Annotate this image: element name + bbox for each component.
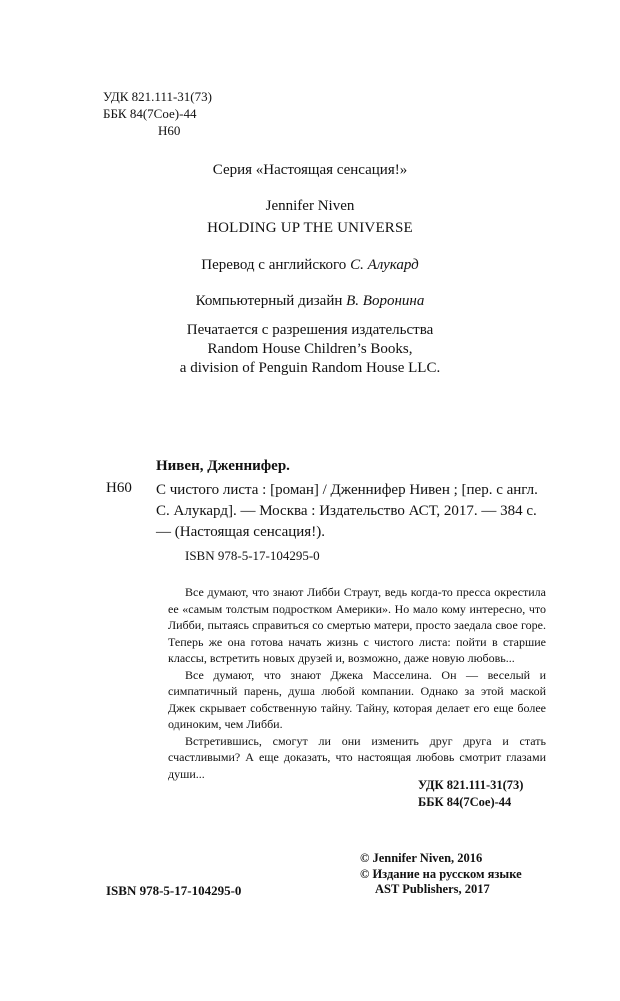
author-mark: Н60 <box>158 123 181 138</box>
annotation-paragraph: Встретившись, смогут ли они изменить друг друга и стать счастливыми? А еще доказать, что настоящая любовь смотрит глазами души... <box>168 733 546 781</box>
udk-bottom: УДК 821.111-31(73) <box>418 778 524 792</box>
copyright-block <box>360 851 522 898</box>
isbn-bottom: ISBN 978-5-17-104295-0 <box>106 883 242 898</box>
bbk-code: ББК 84(7Сое)-44 <box>103 106 197 121</box>
catalog-author: Нивен, Дженнифер. <box>156 458 290 474</box>
bbk-bottom: ББК 84(7Сое)-44 <box>418 795 512 809</box>
series-name: Серия «Настоящая сенсация!» <box>212 162 408 178</box>
translation-label: Перевод с английского <box>201 257 351 273</box>
permission-line: a division of Penguin Random House LLC. <box>179 360 441 376</box>
annotation <box>168 584 546 782</box>
permission-notice <box>0 321 620 378</box>
design-credit <box>0 293 620 310</box>
copyright-line: © Jennifer Niven, 2016 <box>360 851 483 865</box>
copyright-line: AST Publishers, 2017 <box>375 882 490 896</box>
catalog-description: С чистого листа : [роман] / Дженнифер Нивен ; [пер. с англ. С. Алукард]. — Москва : Издательство АСТ, 2017. — 384 с. — (Настоящая сенсация!). <box>156 482 538 540</box>
annotation-paragraph: Все думают, что знают Либби Страут, ведь когда-то пресса окрестила ее «самым толстым подростком Америки». Но мало кому интересно, что Либби, пытаясь справиться со смертью матери, просто заедала свое горе. Теперь же она готова начать жизнь с чистого листа: пойти в старшие классы, встретить новых друзей и, возможно, даже новую любовь... <box>168 585 546 665</box>
copyright-line: © Издание на русском языке <box>360 866 522 881</box>
original-author: Jennifer Niven <box>265 198 355 214</box>
permission-line: Random House Children’s Books, <box>207 341 413 357</box>
design-label: Компьютерный дизайн <box>195 293 347 309</box>
designer-name: В. Воронина <box>346 293 425 309</box>
translator-name: С. Алукард <box>350 257 419 273</box>
catalog-code: Н60 <box>106 480 132 496</box>
catalog-isbn: ISBN 978-5-17-104295-0 <box>185 548 320 563</box>
udk-code: УДК 821.111-31(73) <box>103 89 212 104</box>
permission-line: Печатается с разрешения издательства <box>186 322 434 338</box>
bottom-classification <box>418 777 523 811</box>
translation-credit <box>0 257 620 274</box>
original-title: HOLDING UP THE UNIVERSE <box>207 220 413 236</box>
annotation-paragraph: Все думают, что знают Джека Масселина. Он — веселый и симпатичный парень, душа любой компании. Однако за этой маской Джек скрывает собственную тайну. Тайну, которая делает его еще более одиноким, чем Либби. <box>168 667 546 731</box>
classification-block <box>103 88 212 139</box>
